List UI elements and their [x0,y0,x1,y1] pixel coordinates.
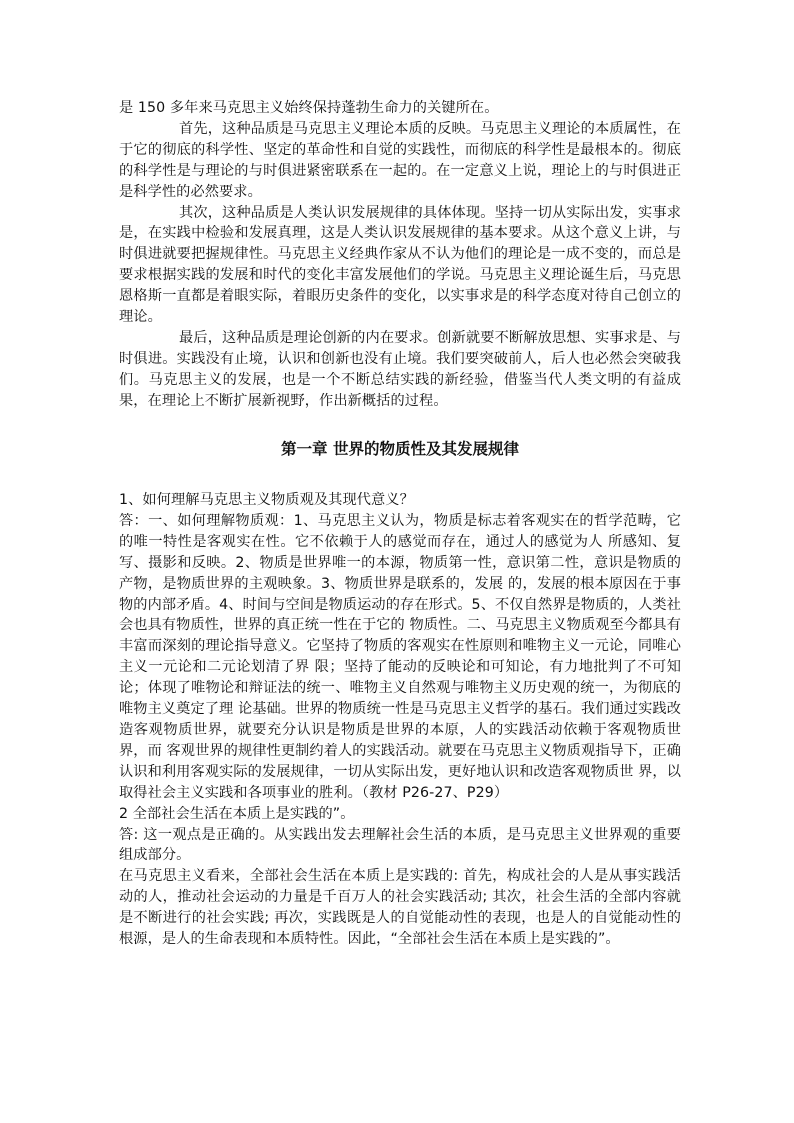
answer-two-intro: 答: 这一观点是正确的。从实践出发去理解社会生活的本质，是马克思主义世界观的重要组成部分。 [119,826,681,864]
chapter-heading: 第一章 世界的物质性及其发展规律 [281,439,519,458]
question-one: 1、如何理解马克思主义物质观及其现代意义？ [119,492,414,508]
intro-section [119,98,681,412]
answer-two-body: 在马克思主义看来，全部社会生活在本质上是实践的: 首先，构成社会的人是从事实践活动的人，推动社会运动的力量是千百万人的社会实践活动; 其次，社会生活的全部内容就是不断进行的社会实践; 再次，实践既是人的自觉能动性的表现，也是人的自觉能动性的根源，是人的生命表现和本质特性。因此，“全部社会生活在本质上是实践的”。 [119,868,681,948]
paragraph-first-point: 首先，这种品质是马克思主义理论本质的反映。马克思主义理论的本质属性，在于它的彻底的科学性、坚定的革命性和自觉的实践性，而彻底的科学性是最根本的。彻底的科学性是与理论的与时俱进紧密联系在一起的。在一定意义上说，理论上的与时俱进正是科学性的必然要求。 [119,120,681,200]
paragraph-second-point: 其次，这种品质是人类认识发展规律的具体体现。坚持一切从实际出发，实事求是，在实践中检验和发展真理，这是人类认识发展规律的基本要求。从这个意义上讲，与时俱进就要把握规律性。马克思主义经典作家从不认为他们的理论是一成不变的，而总是要求根据实践的发展和时代的变化丰富发展他们的学说。马克思主义理论诞生后，马克思恩格斯一直都是着眼实际，着眼历史条件的变化，以实事求是的科学态度对待自己创立的理论。 [119,204,681,326]
answer-one: 答：一、如何理解物质观：1、马克思主义认为，物质是标志着客观实在的哲学范畴，它的唯一特性是客观实在性。它不依赖于人的感觉而存在，通过人的感觉为人 所感知、复写、摄影和反映。2、物质是世界唯一的本源，物质第一性，意识第二性，意识是物质的产物，是物质世界的主观映象。3、物质世界是联系的，发展 的，发展的根本原因在于事物的内部矛盾。4、时间与空间是物质运动的存在形式。5、不仅自然界是物质的，人类社会也具有物质性，世界的真正统一性在于它的 物质性。二、马克思主义物质观至今都具有丰富而深刻的理论指导意义。它坚持了物质的客观实在性原则和唯物主义一元论，同唯心主义一元论和二元论划清了界 限；坚持了能动的反映论和可知论，有力地批判了不可知论；体现了唯物论和辩证法的统一、唯物主义自然观与唯物主义历史观的统一，为彻底的唯物主义奠定了理 论基础。世界的物质统一性是马克思主义哲学的基石。我们通过实践改造客观物质世界，就要充分认识是物质是世界的本原，人的实践活动依赖于客观物质世界，而 客观世界的规律性更制约着人的实践活动。就要在马克思主义物质观指导下，正确认识和利用客观实际的发展规律，一切从实际出发，更好地认识和改造客观物质世 界，以取得社会主义实践和各项事业的胜利。（教材 P26-27、P29） [119,512,681,801]
question-two: 2 全部社会生活在本质上是实践的”。 [119,805,355,822]
paragraph-continuation: 是 150 多年来马克思主义始终保持蓬勃生命力的关键所在。 [119,100,499,116]
paragraph-last-point: 最后，这种品质是理论创新的内在要求。创新就要不断解放思想、实事求是、与时俱进。实践没有止境，认识和创新也没有止境。我们要突破前人，后人也必然会突破我们。马克思主义的发展，也是一个不断总结实践的新经验，借鉴当代人类文明的有益成果，在理论上不断扩展新视野，作出新概括的过程。 [119,329,681,409]
qa-section [119,490,681,950]
